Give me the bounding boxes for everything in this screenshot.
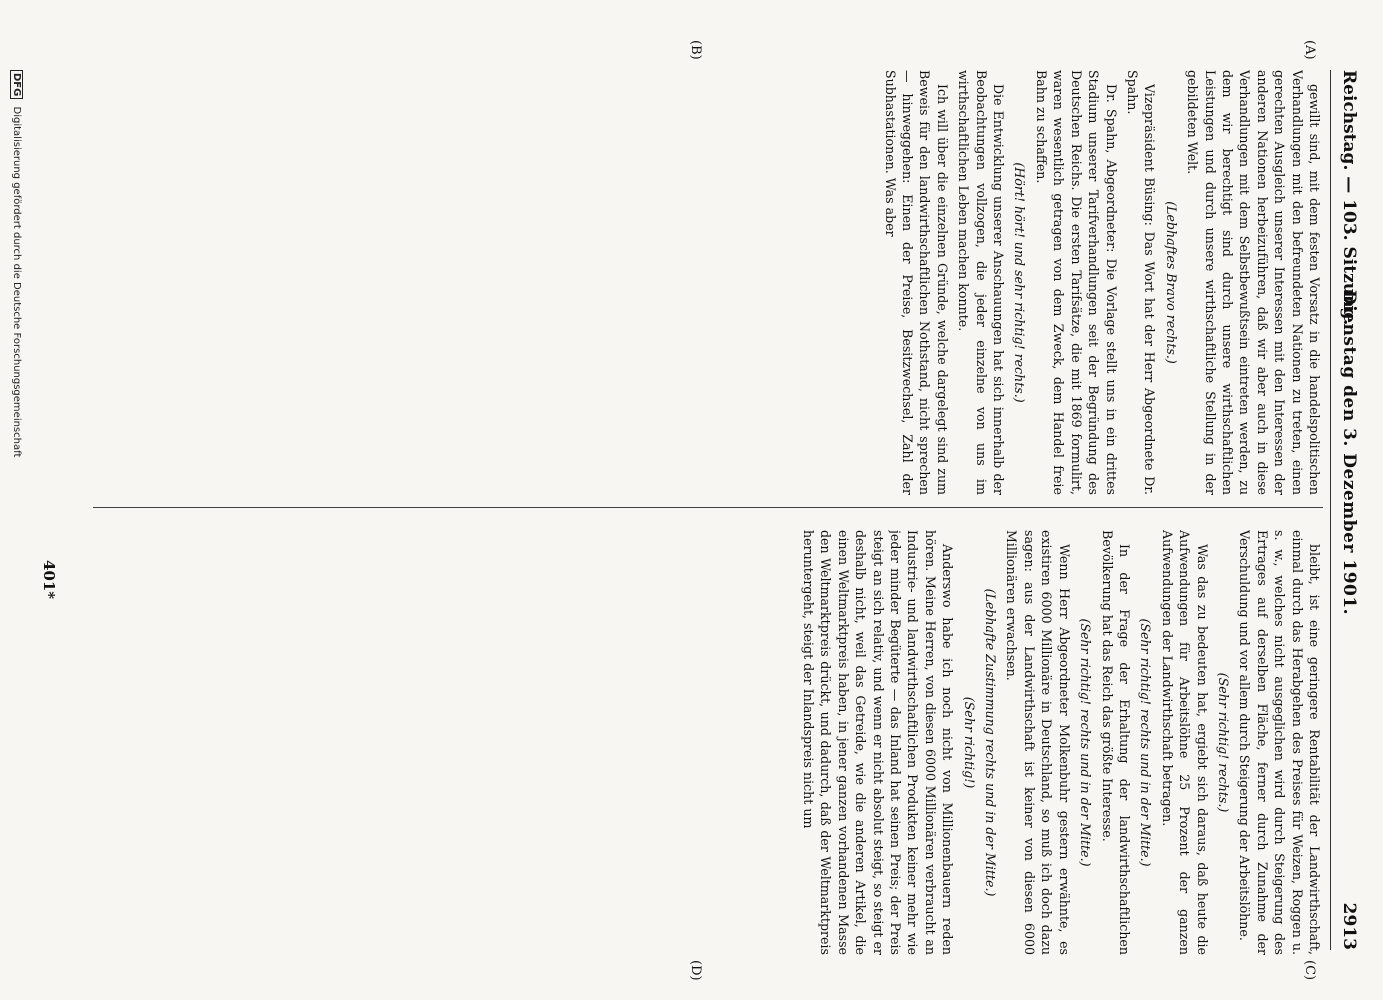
column-divider	[93, 507, 1323, 508]
interjection: (Hört! hört! und sehr richtig! rechts.)	[1012, 162, 1028, 403]
paragraph: In der Frage der Erhaltung der landwirthschaftlichen Bevölkerung hat das Reich das größte Interesse.	[1099, 530, 1132, 955]
paragraph: Dr. Spahn, Abgeordneter: Die Vorlage stellt uns in ein drittes Stadium unserer Tarifverhandlungen seit der Begründung des Deutschen Reichs. Die ersten Tarifsätze, die mit 1869 formulirt, waren wesentlich getragen von dem Zweck, dem Handel freie Bahn zu schaffen.	[1033, 70, 1119, 495]
interjection: (Lebhaftes Bravo rechts.)	[1163, 201, 1179, 364]
margin-marker-a: (A)	[1302, 40, 1317, 60]
left-text-column	[93, 70, 1323, 495]
running-header	[1330, 70, 1365, 950]
page-number: 2913	[1339, 902, 1359, 950]
header-title-left: Reichstag. — 103. Sitzung.	[1339, 70, 1359, 326]
interjection: (Lebhafte Zustimmung rechts und in der Mitte.)	[983, 588, 999, 897]
paragraph: gewillt sind, mit dem festen Vorsatz in die handelspolitischen Verhandlungen mit den befreundeten Nationen zu treten, einen gerechten Ausgleich unserer Interessen mit den Interessen der anderen Nationen herbeizuführen, daß wir aber auch in diese Verhandlungen mit dem Selbstbewußtsein eintreten werden, zu dem wir berechtigt sind durch unsere wirthschaftlichen Leistungen und durch unsere wirthschaftliche Stellung in der gebildeten Welt.	[1185, 70, 1322, 495]
margin-marker-c: (C)	[1302, 960, 1317, 981]
margin-marker-b: (B)	[688, 40, 703, 60]
footer-page-marker: 401*	[40, 560, 58, 600]
paragraph: Anderswo habe ich noch nicht von Millionenbauern reden hören. Meine Herren, von diesen 6000 Millionären verbraucht an Industrie- und landwirthschaftlichen Produkten keiner mehr wie jeder minder Begüterte — das Inland hat seinen Preis; der Preis steigt an sich relativ, und wenn er nicht absolut steigt, so steigt er deshalb nicht, weil das Getreide, wie die anderen Artikel, die einen Weltmarktpreis haben, in jener ganzen vorhandenen Masse den Weltmarktpreis drückt, und dadurch, daß der Weltmarktpreis heruntergeht, steigt der Inlandspreis nicht um	[801, 530, 956, 955]
paragraph: Was das zu bedeuten hat, ergiebt sich daraus, daß heute die Aufwendungen für Arbeitslöhne 25 Prozent der ganzen Aufwendungen der Landwirthschaft betragen.	[1159, 530, 1210, 955]
credit-text: Digitalisierung gefördert durch die Deutsche Forschungsgemeinschaft	[11, 106, 22, 458]
interjection: (Sehr richtig! rechts und in der Mitte.)	[1078, 618, 1094, 867]
paragraph: Vizepräsident Büsing: Das Wort hat der Herr Abgeordnete Dr. Spahn.	[1124, 70, 1158, 495]
right-text-column	[93, 530, 1323, 955]
paragraph: Ich will über die einzelnen Gründe, welche dargelegt sind zum Beweis für den landwirthschaftlichen Nothstand, nicht sprechen — hinweggehen: Einen der Preise, Besitzwechsel, Zahl der Subhastationen. Was aber	[882, 70, 950, 495]
margin-marker-d: (D)	[688, 960, 703, 981]
digitization-credit	[10, 70, 23, 457]
paragraph: bleibt, ist eine geringere Rentabilität der Landwirthschaft, einmal durch das Herabgehen des Preises für Weizen, Roggen u. s. w., welches nicht ausgeglichen wird durch Steigerung des Ertrages auf derselben Fläche, ferner durch Zunahme der Verschuldung und vor allem durch Steigerung der Arbeitslöhne.	[1237, 530, 1322, 955]
dfg-logo: DFG	[10, 70, 23, 99]
paragraph: Wenn Herr Abgeordneter Molkenbuhr gestern erwähnte, es existiren 6000 Millionäre in Deutschland, so muß ich doch dazu sagen: aus der Landwirthschaft ist keiner von diesen 6000 Millionären erwachsen.	[1004, 530, 1072, 955]
header-date: Dienstag den 3. Dezember 1901.	[1339, 290, 1359, 616]
interjection: (Sehr richtig! rechts.)	[1215, 672, 1231, 813]
paragraph: Die Entwicklung unserer Anschauungen hat sich innerhalb der Beobachtungen vollzogen, die jeder einzelne von uns im wirthschaftlichen Leben machen konnte.	[956, 70, 1007, 495]
interjection: (Sehr richtig!)	[961, 696, 977, 789]
interjection: (Sehr richtig! rechts und in der Mitte.)	[1138, 618, 1154, 867]
